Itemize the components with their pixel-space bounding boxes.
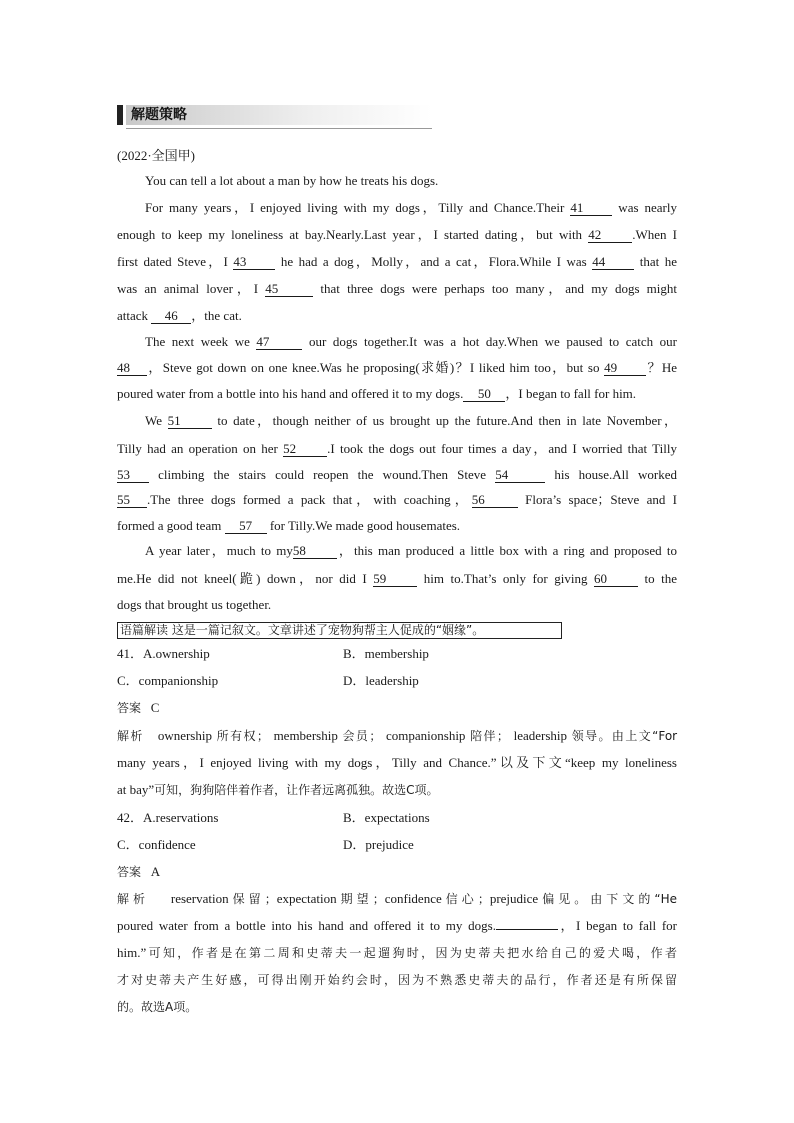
passage-line: was an animal lover，I 45 that three dogs were perhaps too many，and my dogs might (117, 281, 677, 296)
passage-note: 语篇解读 这是一篇记叙文。文章讲述了宠物狗帮主人促成的“姻缘”。 (117, 622, 562, 639)
blank-49: 49 (604, 361, 646, 376)
passage-line: We 51 to date，though neither of us brought up the future.And then in late November， (145, 413, 678, 428)
blank-55: 55 (117, 493, 147, 508)
blank-42: 42 (588, 228, 632, 243)
blank-47: 47 (256, 335, 302, 350)
passage-intro: You can tell a lot about a man by how he treats his dogs. (145, 173, 439, 188)
blank-45: 45 (265, 282, 313, 297)
blank-58: 58 (293, 544, 337, 559)
q41-option-d: D．leadership (343, 673, 419, 688)
passage-line: dogs that brought us together. (117, 597, 272, 612)
header-bar (117, 105, 123, 125)
passage-line: 55 .The three dogs formed a pack that，with coaching，56 Flora’s space；Steve and I (117, 492, 677, 507)
q41-answer: 答案 C (117, 700, 160, 715)
q42-option-d: D．prejudice (343, 837, 414, 852)
blank-50: 50 (463, 387, 505, 402)
q41-analysis-line: many years，I enjoyed living with my dogs，Tilly and Chance.”以及下文“keep my loneliness (117, 755, 677, 770)
passage-line: formed a good team 57 for Tilly.We made good housemates. (117, 518, 461, 533)
blank-41: 41 (570, 201, 612, 216)
passage-line: first dated Steve，I 43 he had a dog，Molly，and a cat，Flora.While I was 44 that he (117, 254, 677, 269)
header-rule (126, 128, 432, 129)
q41-option-c: C．companionship (117, 673, 219, 688)
passage-line: The next week we 47 our dogs together.It was a hot day.When we paused to catch our (145, 334, 678, 349)
blank-46: 46 (151, 309, 191, 324)
passage-line: For many years，I enjoyed living with my dogs，Tilly and Chance.Their 41 was nearly (145, 200, 677, 215)
q42-option-a: 42．A.reservations (117, 810, 219, 825)
blank-48: 48 (117, 361, 147, 376)
section-title: 解题策略 (131, 107, 187, 123)
blank-51: 51 (168, 414, 212, 429)
passage-line: enough to keep my loneliness at bay.Nearly.Last year，I started dating，but with 42 .When I (117, 227, 677, 242)
q42-option-c: C．confidence (117, 837, 196, 852)
q41-option-a: 41．A.ownership (117, 646, 210, 661)
passage-line: poured water from a bottle into his hand and offered it to my dogs. 50 ，I began to fall for him. (117, 386, 637, 401)
blank-43: 43 (233, 255, 275, 270)
blank-54: 54 (495, 468, 545, 483)
passage-line: 48 ，Steve got down on one knee.Was he proposing(求婚)？I liked him too，but so 49 ？He (117, 360, 677, 375)
blank-44: 44 (592, 255, 634, 270)
passage-line: me.He did not kneel(跪) down，nor did I 59 him to.That’s only for giving 60 to the (117, 571, 678, 586)
blank-52: 52 (283, 442, 327, 457)
q42-blank (496, 929, 558, 930)
blank-60: 60 (594, 572, 638, 587)
q42-analysis-line: him.”可知，作者是在第二周和史蒂夫一起遛狗时，因为史蒂夫把水给自己的爱犬喝，作者 (117, 945, 677, 960)
q41-analysis-line: 解析 ownership 所有权； membership 会员； companionship 陪伴； leadership 领导。由上文“For (117, 728, 678, 743)
passage-line: 53 climbing the stairs could reopen the wound.Then Steve 54 his house.All worked (117, 467, 678, 482)
source-label: (2022·全国甲) (117, 148, 195, 163)
blank-56: 56 (472, 493, 518, 508)
q42-analysis-line: 的。故选A项。 (117, 1000, 198, 1014)
blank-59: 59 (373, 572, 417, 587)
blank-57: 57 (225, 519, 267, 534)
q42-analysis-line: 才对史蒂夫产生好感，可得出刚开始约会时，因为不熟悉史蒂夫的品行，作者还是有所保留 (117, 973, 677, 987)
passage-line: A year later，much to my58 ，this man produced a little box with a ring and proposed to (145, 543, 677, 558)
q42-answer: 答案 A (117, 864, 161, 879)
q42-analysis-line: poured water from a bottle into his hand and offered it to my dogs. ，I began to fall for (117, 918, 677, 933)
q42-option-b: B．expectations (343, 810, 430, 825)
blank-53: 53 (117, 468, 149, 483)
section-header (117, 103, 433, 127)
q41-option-b: B．membership (343, 646, 429, 661)
q42-analysis-line: 解析 reservation保留；expectation期望；confidence信心；prejudice偏见。由下文的“He (117, 891, 677, 906)
q41-analysis-line: at bay”可知，狗狗陪伴着作者，让作者远离孤独。故选C项。 (117, 782, 439, 797)
passage-line: attack 46 ，the cat. (117, 308, 242, 323)
passage-line: Tilly had an operation on her 52 .I took the dogs out four times a day，and I worried that Tilly (117, 441, 677, 456)
